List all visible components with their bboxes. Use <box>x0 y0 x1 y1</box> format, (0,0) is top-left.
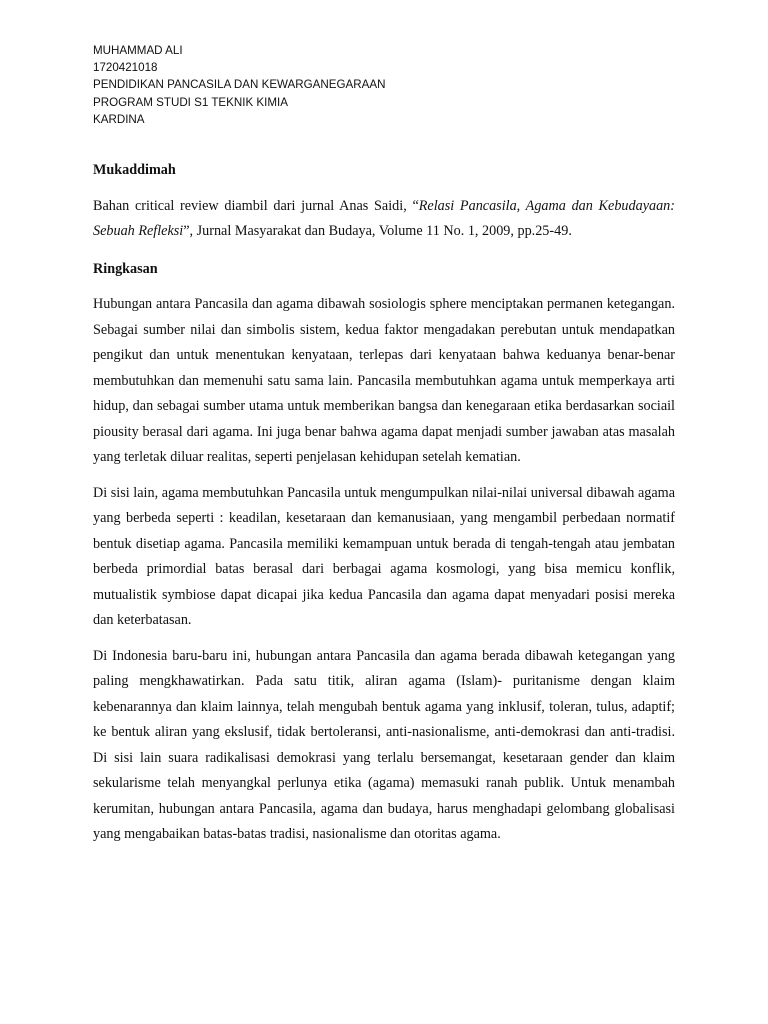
student-name: MUHAMMAD ALI <box>93 44 183 57</box>
section-heading-ringkasan: Ringkasan <box>93 260 158 277</box>
reference-text-after: ”, Jurnal Masyarakat dan Budaya, Volume 11 No. 1, 2009, pp.25-49. <box>183 223 572 239</box>
lecturer-name: KARDINA <box>93 112 145 126</box>
student-id: 1720421018 <box>93 61 158 75</box>
section-heading-mukaddimah: Mukaddimah <box>93 162 176 178</box>
reference-journal-title: Relasi Pancasila, Agama dan Kebudayaan: Sebuah Refleksi <box>93 197 675 239</box>
study-program: PROGRAM STUDI S1 TEKNIK KIMIA <box>93 95 288 109</box>
document-body <box>93 158 675 858</box>
summary-paragraph-1: Hubungan antara Pancasila dan agama dibawah sosiologis sphere menciptakan permanen ketegangan. Sebagai sumber nilai dan simbolis sistem, kedua faktor mengadakan perebutan untuk mendapatkan pengikut dan untuk menentukan kenyataan, terlepas dari kenyataan bahwa keduanya benar-benar membutuhkan dan memenuhi satu sama lain. Pancasila membutuhkan agama untuk memperkaya arti hidup, dan sebagai sumber utama untuk memberikan bangsa dan kenegaraan etika berdasarkan sociail piousity berasal dari agama. Ini juga benar bahwa agama dapat menjadi sumber jawaban atas masalah yang terletak diluar realitas, seperti penjelasan kehidupan setelah kematian. <box>93 296 675 465</box>
course-name: PENDIDIKAN PANCASILA DAN KEWARGANEGARAAN <box>93 78 386 92</box>
summary-paragraph-3: Di Indonesia baru-baru ini, hubungan antara Pancasila dan agama berada dibawah ketegangan yang paling mengkhawatirkan. Pada satu titik, aliran agama (Islam)- puritanisme dengan klaim kebenarannya dan klaim lainnya, telah mengubah bentuk agama yang inklusif, toleran, tulus, adaptif; ke bentuk aliran yang ekslusif, tidak bertoleransi, anti-nasionalisme, anti-demokrasi dan anti-tradisi. Di sisi lain suara radikalisasi demokrasi yang terlalu bersemangat, kesetaraan gender dan klaim sekularisme telah menyangkal perlunya etika (agama) memasuki ranah publik. Untuk menambah kerumitan, hubungan antara Pancasila, agama dan budaya, harus menghadapi gelombang globalisasi yang mengabaikan batas-batas tradisi, nasionalisme dan otoritas agama. <box>93 647 675 842</box>
student-header <box>93 42 386 128</box>
summary-paragraph-2: Di sisi lain, agama membutuhkan Pancasila untuk mengumpulkan nilai-nilai universal dibawah agama yang berbeda seperti : keadilan, kesetaraan dan kemanusiaan, yang mengambil perbedaan normatif bentuk disetiap agama. Pancasila memiliki kemampuan untuk berada di tengah-tengah atau jembatan berbeda primordial batas berasal dari berbagai agama kosmologi, yang bisa memicu konflik, mutualistik symbiose dapat dicapai jika kedua Pancasila dan agama dapat menyadari posisi mereka dan keterbatasan. <box>93 484 675 628</box>
reference-paragraph <box>93 194 675 245</box>
reference-text-before: Bahan critical review diambil dari jurnal Anas Saidi, “ <box>93 197 419 214</box>
